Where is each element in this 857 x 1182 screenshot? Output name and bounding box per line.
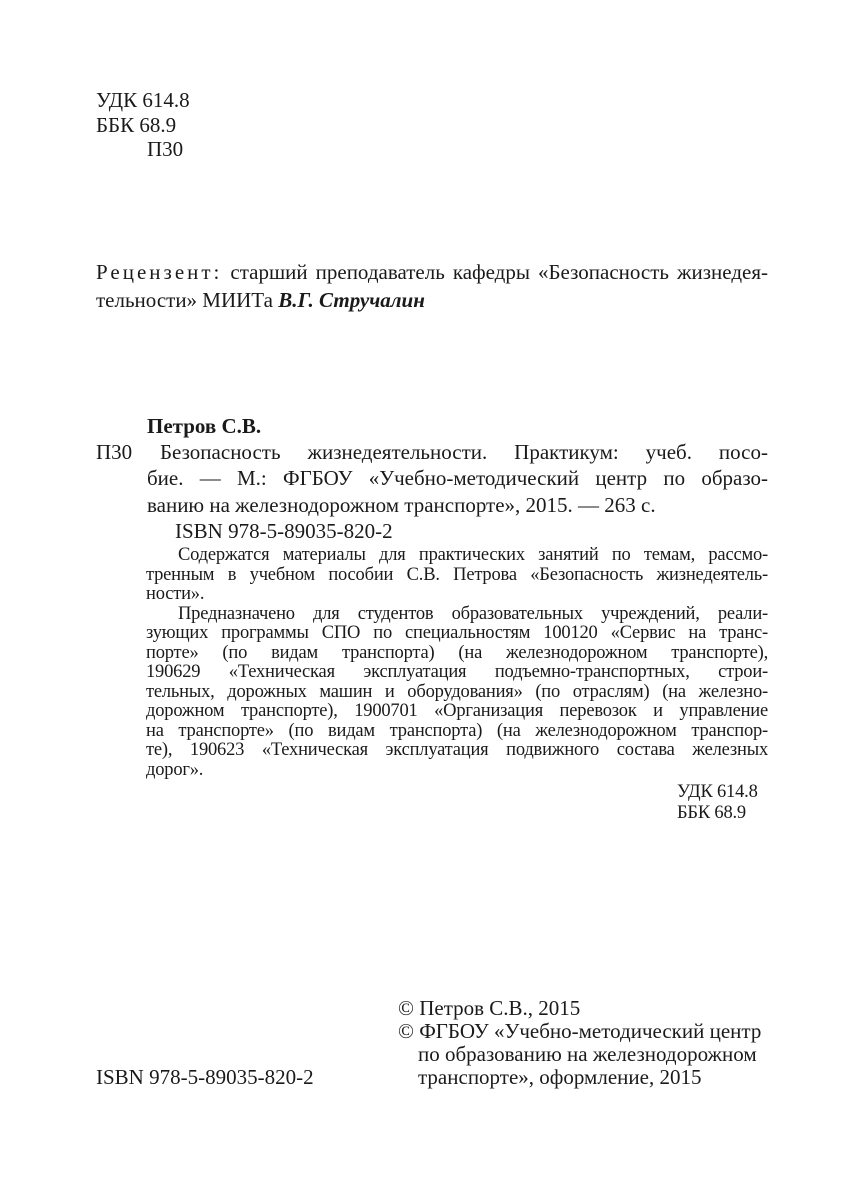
reviewer-line-1 <box>96 262 768 283</box>
annotation-line: Предназначено для студентов образовательных учреждений, реали- <box>178 604 768 624</box>
annotation-line: те), 190623 «Техническая эксплуатация подвижного состава железных <box>146 740 768 760</box>
copyright-line: © ФГБОУ «Учебно-методический центр <box>398 1019 762 1043</box>
annotation-line: зующих программы СПО по специальностям 100120 «Сервис на транс- <box>146 623 768 643</box>
reviewer-text: старший преподаватель кафедры «Безопасность жизнедея- <box>230 260 768 284</box>
annotation-line: тельных, дорожных машин и оборудования» (по отраслям) (на железно- <box>146 682 768 702</box>
annotation-udk: УДК 614.8 <box>677 782 758 802</box>
reviewer-line-2 <box>96 290 425 311</box>
author-sign: П30 <box>147 137 184 161</box>
bib-isbn: ISBN 978-5-89035-820-2 <box>175 519 393 543</box>
bib-line: Безопасность жизнедеятельности. Практикум: учеб. посо- <box>160 440 768 464</box>
reviewer-name: В.Г. Стручалин <box>278 288 425 312</box>
bbk-code: ББК 68.9 <box>96 113 177 137</box>
bib-line: бие. — М.: ФГБОУ «Учебно-методический центр по образо- <box>147 466 768 490</box>
annotation-line: дорожном транспорте), 1900701 «Организация перевозок и управление <box>146 701 768 721</box>
bib-line: ванию на железнодорожном транспорте», 2015. — 263 с. <box>147 493 656 517</box>
annotation-line: тренным в учебном пособии С.В. Петрова «Безопасность жизнедеятель- <box>146 565 768 585</box>
annotation-line: дорог». <box>146 760 204 780</box>
footer-isbn: ISBN 978-5-89035-820-2 <box>96 1065 314 1089</box>
bib-code: П30 <box>96 440 133 464</box>
annotation-line: на транспорте» (по видам транспорта) (на железнодорожном транспор- <box>146 721 768 741</box>
copyright-line: © Петров С.В., 2015 <box>398 996 581 1020</box>
reviewer-text-2: тельности» МИИТа <box>96 288 273 312</box>
annotation-line: Содержатся материалы для практических занятий по темам, рассмо- <box>178 545 768 565</box>
copyright-line: по образованию на железнодорожном <box>418 1042 757 1066</box>
reviewer-label: Рецензент: <box>96 260 223 284</box>
annotation-line: 190629 «Техническая эксплуатация подъемно-транспортных, строи- <box>146 662 768 682</box>
copyright-line: транспорте», оформление, 2015 <box>418 1065 702 1089</box>
udk-code: УДК 614.8 <box>96 88 190 112</box>
annotation-line: порте» (по видам транспорта) (на железнодорожном транспорте), <box>146 643 768 663</box>
annotation-bbk: ББК 68.9 <box>677 803 746 823</box>
bib-author: Петров С.В. <box>147 414 262 438</box>
annotation-line: ности». <box>146 584 205 604</box>
